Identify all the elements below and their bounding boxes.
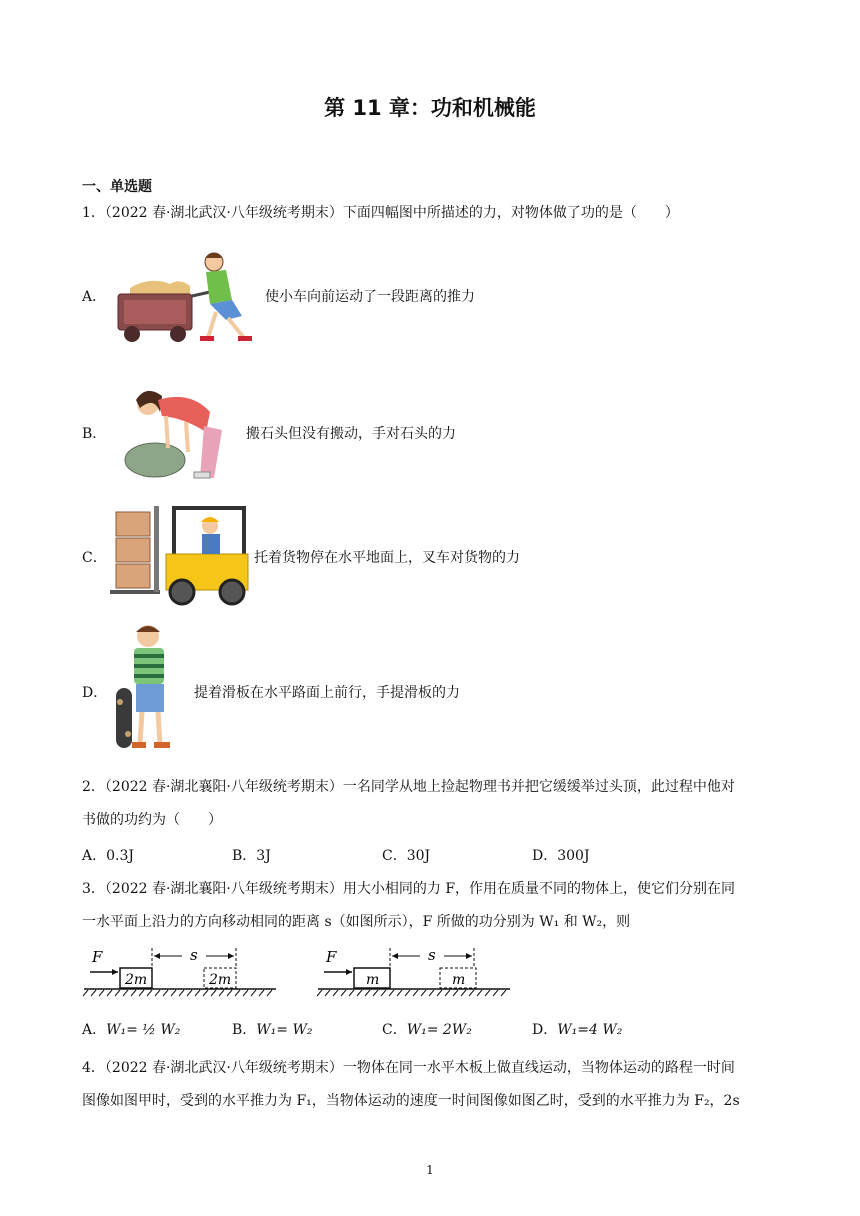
option-d-letter: D．: [82, 685, 108, 701]
skateboard-boy-icon: [110, 622, 184, 758]
question-1-stem: 1．（2022 春·湖北武汉·八年级统考期末）下面四幅图中所描述的力，对物体做了功的是（ ）: [82, 205, 679, 221]
option-c-text: 托着货物停在水平地面上，叉车对货物的力: [254, 550, 520, 566]
option-b-text: 搬石头但没有搬动，手对石头的力: [246, 426, 456, 442]
force-diagram-2m: [82, 942, 282, 998]
question-2-stem-line-2: 书做的功约为（ ）: [82, 812, 222, 828]
q3-choice-c-text: W₁= 2W₂: [406, 1022, 472, 1038]
forklift-icon: [106, 502, 252, 606]
force-label-left: F: [92, 948, 103, 966]
q3-choice-d: [532, 1019, 622, 1039]
lifting-stone-icon: [110, 382, 240, 480]
mass-label-left-end: 2m: [209, 972, 232, 988]
q3-choice-d-letter: D．: [532, 1022, 558, 1038]
section-heading: 一、单选题: [82, 179, 152, 195]
question-3-stem-line-1: 3．（2022 春·湖北襄阳·八年级统考期末）用大小相同的力 F，作用在质量不同的物体上，使它们分别在同: [82, 881, 736, 897]
option-a-text: 使小车向前运动了一段距离的推力: [265, 289, 475, 305]
q2-choice-c: C．30J: [382, 848, 431, 864]
page-title: 第 11 章：功和机械能: [324, 96, 536, 120]
force-label-right: F: [326, 948, 337, 966]
question-4-stem-line-1: 4．（2022 春·湖北武汉·八年级统考期末）一物体在同一水平木板上做直线运动，当物体运动的路程一时间: [82, 1060, 735, 1076]
q3-choice-a: [82, 1019, 180, 1039]
distance-label-right: s: [428, 946, 436, 964]
q3-choice-a-text: W₁= ½ W₂: [106, 1022, 181, 1038]
q2-choice-d: D．300J: [532, 848, 590, 864]
q2-choice-a: A．0.3J: [82, 848, 134, 864]
distance-label-left: s: [190, 946, 198, 964]
force-diagram-m: [316, 942, 516, 998]
option-c-letter: C．: [82, 550, 107, 566]
cart-pushing-icon: [110, 250, 260, 346]
mass-label-left-start: 2m: [125, 972, 148, 988]
q3-choice-b-text: W₁= W₂: [256, 1022, 313, 1038]
question-4-stem-line-2: 图像如图甲时，受到的水平推力为 F₁，当物体运动的速度一时间图像如图乙时，受到的水平推力为 F₂，2s: [82, 1093, 740, 1109]
mass-label-right-start: m: [366, 972, 380, 988]
q3-choice-c-letter: C．: [382, 1022, 407, 1038]
option-b-letter: B．: [82, 426, 107, 442]
q3-choice-d-text: W₁=4 W₂: [557, 1022, 623, 1038]
question-3-stem-line-2: 一水平面上沿力的方向移动相同的距离 s（如图所示），F 所做的功分别为 W₁ 和 W₂，则: [82, 914, 631, 930]
q3-choice-c: [382, 1019, 472, 1039]
option-a-letter: A．: [82, 289, 107, 305]
question-2-stem-line-1: 2．（2022 春·湖北襄阳·八年级统考期末）一名同学从地上捡起物理书并把它缓缓举过头顶，此过程中他对: [82, 779, 735, 795]
q3-choice-a-letter: A．: [82, 1022, 107, 1038]
q3-choice-b: [232, 1019, 312, 1039]
q3-choice-b-letter: B．: [232, 1022, 257, 1038]
page-number: 1: [426, 1163, 434, 1177]
q2-choice-b: B．3J: [232, 848, 271, 864]
option-d-text: 提着滑板在水平路面上前行，手提滑板的力: [194, 685, 460, 701]
mass-label-right-end: m: [452, 972, 466, 988]
